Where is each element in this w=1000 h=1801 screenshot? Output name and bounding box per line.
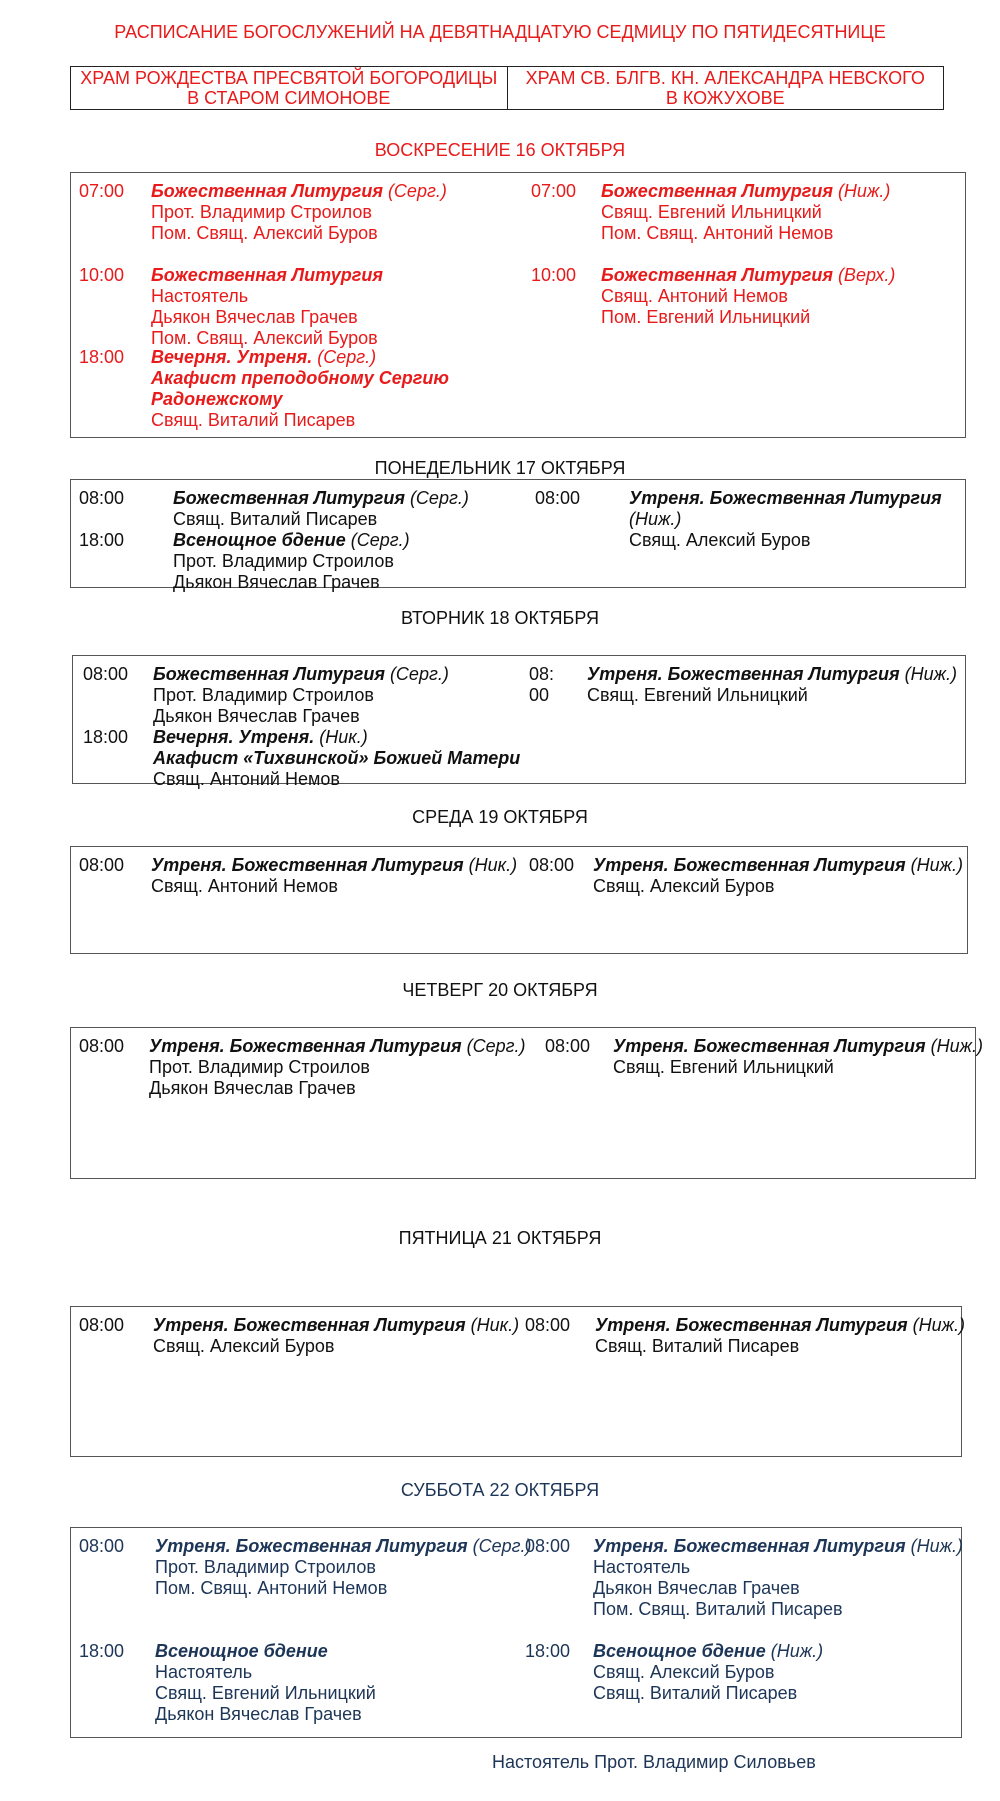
temple-right	[507, 67, 944, 109]
service-time: 18:00	[83, 727, 129, 747]
service-title: Утреня. Божественная Литургия	[613, 1036, 926, 1056]
service-title: Божественная Литургия	[151, 181, 383, 201]
clergy-name: Пом. Свящ. Алексий Буров	[151, 223, 378, 243]
service-place: (Ник.)	[470, 1315, 520, 1335]
service-description	[173, 530, 410, 593]
day-schedule-box	[70, 1027, 983, 1179]
service-place: (Ниж.)	[910, 1536, 963, 1556]
service-place: (Серг.)	[389, 664, 449, 684]
clergy-name: Свящ. Антоний Немов	[151, 876, 338, 896]
service-time: 07:00	[79, 181, 125, 201]
service-place: (Ник.)	[468, 855, 518, 875]
day-schedule-box	[70, 1527, 962, 1738]
clergy-name: Прот. Владимир Строилов	[173, 551, 394, 571]
service-description	[629, 488, 942, 551]
clergy-name: Настоятель	[593, 1557, 691, 1577]
service-title: Божественная Литургия	[151, 265, 383, 285]
temple-left-line: В СТАРОМ СИМОНОВЕ	[187, 88, 391, 108]
service-place: (Верх.)	[837, 265, 896, 285]
service-title: Всенощное бдение	[593, 1641, 766, 1661]
service-title-line	[153, 727, 520, 748]
temple-right-line: В КОЖУХОВЕ	[665, 88, 785, 108]
clergy-name: Свящ. Виталий Писарев	[593, 1683, 798, 1703]
service-description	[151, 181, 447, 244]
service-title: Всенощное бдение	[173, 530, 346, 550]
service-place: (Ниж.)	[912, 1315, 965, 1335]
clergy-name: Прот. Владимир Строилов	[151, 202, 372, 222]
service-place: (Ниж.)	[770, 1641, 824, 1661]
service-time: 08:00	[83, 664, 129, 684]
service-time: 08:00	[545, 1036, 591, 1056]
service-time	[529, 664, 554, 706]
service-description	[601, 265, 895, 328]
service-time: 08:00	[79, 1315, 125, 1335]
service-title: Утреня. Божественная Литургия	[151, 855, 464, 875]
service-description	[601, 181, 890, 244]
service-time: 08:00	[79, 1036, 125, 1056]
clergy-name: Свящ. Алексий Буров	[593, 876, 775, 896]
service-description	[151, 347, 449, 431]
footer-signature: Настоятель Прот. Владимир Силовьев	[492, 1752, 816, 1772]
clergy-name: Дьякон Вячеслав Грачев	[155, 1704, 362, 1724]
service-extra: Акафист «Тихвинской» Божией Матери	[153, 748, 521, 768]
service-title: Божественная Литургия	[601, 181, 833, 201]
service-place: (Серг.)	[466, 1036, 526, 1056]
service-title-line	[153, 1315, 519, 1336]
service-time: 18:00	[79, 347, 125, 367]
service-place: (Серг.)	[317, 347, 377, 367]
service-title-line	[595, 1315, 965, 1336]
service-description	[595, 1315, 965, 1357]
service-title: Божественная Литургия	[153, 664, 385, 684]
clergy-name: Дьякон Вячеслав Грачев	[149, 1078, 356, 1098]
service-title: Утреня. Божественная Литургия	[593, 855, 906, 875]
clergy-name: Свящ. Евгений Ильницкий	[601, 202, 822, 222]
temples-header	[70, 66, 944, 110]
temple-left	[71, 67, 507, 109]
day-heading: СУББОТА 22 ОКТЯБРЯ	[400, 1480, 600, 1500]
service-time: 10:00	[79, 265, 125, 285]
service-title-line	[601, 181, 890, 202]
page-title: РАСПИСАНИЕ БОГОСЛУЖЕНИЙ НА ДЕВЯТНАДЦАТУЮ СЕДМИЦУ ПО ПЯТИДЕСЯТНИЦЕ	[114, 22, 886, 42]
clergy-name: Дьякон Вячеслав Грачев	[151, 307, 358, 327]
service-description	[153, 727, 520, 790]
day-heading: СРЕДА 19 ОКТЯБРЯ	[412, 807, 588, 827]
day-heading: ВОСКРЕСЕНИЕ 16 ОКТЯБРЯ	[374, 140, 626, 160]
clergy-name: Пом. Свящ. Виталий Писарев	[593, 1599, 843, 1619]
service-title: Утреня. Божественная Литургия	[155, 1536, 468, 1556]
clergy-name: Свящ. Евгений Ильницкий	[587, 685, 808, 705]
clergy-name: Прот. Владимир Строилов	[153, 685, 374, 705]
service-title-line	[593, 1641, 823, 1662]
service-time-part: 00	[529, 685, 550, 705]
day-schedule-box	[72, 655, 966, 789]
service-title-line	[155, 1536, 532, 1557]
service-time: 08:00	[525, 1536, 571, 1556]
service-description	[155, 1641, 376, 1725]
service-title-line	[151, 181, 447, 202]
service-description	[151, 265, 383, 349]
service-title-line	[613, 1036, 983, 1057]
service-title: Утреня. Божественная Литургия	[587, 664, 900, 684]
service-title-line	[173, 488, 469, 509]
service-place: (Серг.)	[472, 1536, 532, 1556]
service-description	[593, 1536, 963, 1620]
clergy-name: Свящ. Евгений Ильницкий	[613, 1057, 834, 1077]
day-heading: ПЯТНИЦА 21 ОКТЯБРЯ	[398, 1228, 602, 1248]
service-title-line	[173, 530, 410, 551]
service-place: (Ниж.)	[629, 509, 682, 529]
clergy-name: Свящ. Виталий Писарев	[595, 1336, 800, 1356]
service-place: (Серг.)	[387, 181, 447, 201]
service-place: (Ниж.)	[837, 181, 891, 201]
service-place: (Ниж.)	[910, 855, 963, 875]
service-extra: Акафист преподобному Сергию	[151, 368, 449, 388]
service-title-line	[587, 664, 957, 685]
service-time: 08:00	[535, 488, 581, 508]
service-title: Божественная Литургия	[173, 488, 405, 508]
service-title-line	[629, 488, 942, 530]
service-time: 08:00	[525, 1315, 571, 1335]
service-title: Вечерня. Утреня.	[153, 727, 315, 747]
service-place: (Ник.)	[319, 727, 368, 747]
service-time-part: 08:	[529, 664, 555, 684]
day-schedule-box	[70, 172, 966, 438]
service-description	[593, 855, 963, 897]
service-description	[587, 664, 957, 706]
service-extra: Радонежскому	[151, 389, 283, 409]
service-title-line	[151, 265, 383, 286]
service-description	[173, 488, 469, 530]
clergy-name: Свящ. Виталий Писарев	[173, 509, 378, 529]
clergy-name: Прот. Владимир Строилов	[155, 1557, 376, 1577]
clergy-name: Свящ. Алексий Буров	[593, 1662, 775, 1682]
service-title: Утреня. Божественная Литургия	[149, 1036, 462, 1056]
service-place: (Серг.)	[409, 488, 469, 508]
service-time: 08:00	[79, 488, 125, 508]
service-title: Утреня. Божественная Литургия	[629, 488, 942, 508]
clergy-name: Пом. Евгений Ильницкий	[601, 307, 811, 327]
service-time: 18:00	[79, 1641, 125, 1661]
day-schedule-box	[70, 1306, 965, 1457]
service-time: 08:00	[79, 855, 125, 875]
clergy-name: Пом. Свящ. Антоний Немов	[155, 1578, 388, 1598]
service-title-line	[601, 265, 895, 286]
clergy-name: Свящ. Алексий Буров	[629, 530, 811, 550]
service-place: (Ниж.)	[930, 1036, 983, 1056]
clergy-name: Дьякон Вячеслав Грачев	[173, 572, 380, 592]
service-time: 08:00	[529, 855, 575, 875]
clergy-name: Настоятель	[151, 286, 249, 306]
clergy-name: Пом. Свящ. Алексий Буров	[151, 328, 378, 348]
day-heading: ЧЕТВЕРГ 20 ОКТЯБРЯ	[402, 980, 598, 1000]
service-title-line	[149, 1036, 526, 1057]
service-title-line	[153, 664, 449, 685]
service-title: Утреня. Божественная Литургия	[595, 1315, 908, 1335]
service-title: Божественная Литургия	[601, 265, 833, 285]
day-schedule-box	[70, 846, 968, 954]
clergy-name: Свящ. Антоний Немов	[601, 286, 788, 306]
service-time: 07:00	[531, 181, 577, 201]
service-title: Утреня. Божественная Литургия	[593, 1536, 906, 1556]
service-title: Всенощное бдение	[155, 1641, 328, 1661]
service-place: (Серг.)	[350, 530, 410, 550]
service-place: (Ниж.)	[904, 664, 957, 684]
service-description	[155, 1536, 532, 1599]
temple-right-line: ХРАМ СВ. БЛГВ. КН. АЛЕКСАНДРА НЕВСКОГО	[525, 68, 925, 88]
service-time: 18:00	[525, 1641, 571, 1661]
clergy-name: Свящ. Алексий Буров	[153, 1336, 335, 1356]
service-description	[151, 855, 517, 897]
service-description	[149, 1036, 526, 1099]
day-heading: ВТОРНИК 18 ОКТЯБРЯ	[401, 608, 599, 628]
clergy-name: Свящ. Антоний Немов	[153, 769, 340, 789]
clergy-name: Пом. Свящ. Антоний Немов	[601, 223, 834, 243]
service-title-line	[151, 855, 517, 876]
service-time: 08:00	[79, 1536, 125, 1556]
clergy-name: Дьякон Вячеслав Грачев	[593, 1578, 800, 1598]
clergy-name: Дьякон Вячеслав Грачев	[153, 706, 360, 726]
service-title: Утреня. Божественная Литургия	[153, 1315, 466, 1335]
clergy-name: Настоятель	[155, 1662, 253, 1682]
service-title: Вечерня. Утреня.	[151, 347, 313, 367]
service-description	[153, 664, 449, 727]
clergy-name: Свящ. Евгений Ильницкий	[155, 1683, 376, 1703]
service-time: 18:00	[79, 530, 125, 550]
service-description	[153, 1315, 519, 1357]
service-title-line	[593, 855, 963, 876]
service-title-line	[151, 347, 449, 368]
service-description	[593, 1641, 823, 1704]
service-title-line	[155, 1641, 376, 1662]
clergy-name: Прот. Владимир Строилов	[149, 1057, 370, 1077]
temple-left-line: ХРАМ РОЖДЕСТВА ПРЕСВЯТОЙ БОГОРОДИЦЫ	[80, 68, 498, 88]
service-description	[613, 1036, 983, 1078]
service-title-line	[593, 1536, 963, 1557]
day-heading: ПОНЕДЕЛЬНИК 17 ОКТЯБРЯ	[374, 458, 626, 478]
service-time: 10:00	[531, 265, 577, 285]
day-schedule-box	[70, 479, 966, 592]
clergy-name: Свящ. Виталий Писарев	[151, 410, 356, 430]
